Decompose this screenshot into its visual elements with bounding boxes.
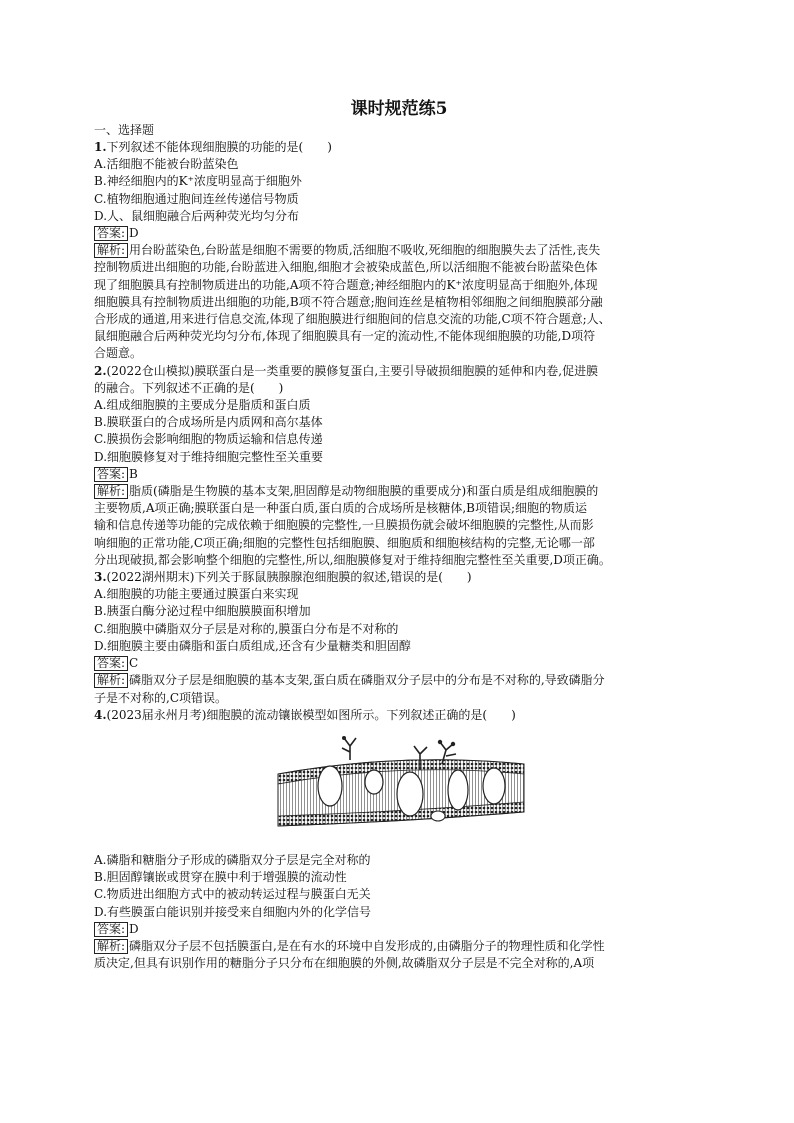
answer-value: C	[129, 656, 139, 671]
analysis-line: 分出现破损,都会影响整个细胞的完整性,所以,细胞膜修复对于维持细胞完整性至关重要,D项正确。	[94, 552, 611, 567]
option-d: D.细胞膜主要由磷脂和蛋白质组成,还含有少量糖类和胆固醇	[94, 638, 411, 653]
question-number: 4.	[94, 707, 107, 722]
analysis-label: 解析:	[94, 484, 128, 499]
option-c: C.植物细胞通过胞间连丝传递信号物质	[94, 191, 299, 206]
analysis-line: 控制物质进出细胞的功能,台盼蓝进入细胞,细胞才会被染成蓝色,所以活细胞不能被台盼蓝染色体	[94, 260, 598, 275]
question-1	[94, 139, 704, 363]
analysis-line: 合题意。	[94, 346, 143, 361]
analysis-line: 输和信息传递等功能的完成依赖于细胞膜的完整性,一旦膜损伤就会破坏细胞膜的完整性,从而影	[94, 518, 594, 533]
analysis-line: 合形成的通道,用来进行信息交流,体现了细胞膜进行细胞间的信息交流的功能,C项不符合题意;人、	[94, 312, 611, 327]
question-number: 2.	[94, 363, 107, 378]
analysis-label: 解析:	[94, 673, 128, 688]
analysis-line: 用台盼蓝染色,台盼蓝是细胞不需要的物质,活细胞不吸收,死细胞的细胞膜失去了活性,丧失	[129, 243, 601, 258]
analysis-line: 质决定,但具有识别作用的糖脂分子只分布在细胞膜的外侧,故磷脂双分子层是不完全对称的,A项	[94, 956, 595, 971]
answer-value: B	[129, 466, 138, 481]
analysis-line: 现了细胞膜具有控制物质进出的功能,A项不符合题意;神经细胞内的K⁺浓度明显高于细胞外,体现	[94, 277, 598, 292]
analysis-line: 脂质(磷脂是生物膜的基本支架,胆固醇是动物细胞膜的重要成分)和蛋白质是组成细胞膜的	[129, 484, 599, 499]
option-a: A.细胞膜的功能主要通过膜蛋白来实现	[94, 587, 299, 602]
analysis-line: 细胞膜具有控制物质进出细胞的功能,B项不符合题意;胞间连丝是植物相邻细胞之间细胞膜部分融	[94, 294, 603, 309]
analysis-line: 子是不对称的,C项错误。	[94, 690, 227, 705]
question-2	[94, 363, 704, 569]
option-c: C.膜损伤会影响细胞的物质运输和信息传递	[94, 432, 323, 447]
analysis-label: 解析:	[94, 939, 128, 954]
option-b: B.膜联蛋白的合成场所是内质网和高尔基体	[94, 415, 323, 430]
section-heading: 一、选择题	[94, 123, 155, 137]
analysis-line: 主要物质,A项正确;膜联蛋白是一种蛋白质,蛋白质的合成场所是核糖体,B项错误;细胞的物质运	[94, 501, 588, 516]
question-stem-cont: 的融合。下列叙述不正确的是( )	[94, 380, 284, 395]
question-stem: (2022仓山模拟)膜联蛋白是一类重要的膜修复蛋白,主要引导破损细胞膜的延伸和内卷,促进膜	[106, 363, 599, 378]
question-stem: 下列叙述不能体现细胞膜的功能的是( )	[106, 140, 332, 154]
question-number: 3.	[94, 570, 107, 585]
analysis-line: 鼠细胞融合后两种荧光均匀分布,体现了细胞膜具有一定的流动性,不能体现细胞膜的功能,D项符	[94, 329, 596, 344]
question-4	[94, 707, 704, 973]
answer-label: 答案:	[94, 922, 128, 937]
answer-label: 答案:	[94, 656, 128, 671]
worksheet	[94, 98, 704, 972]
analysis-line: 磷脂双分子层是细胞膜的基本支架,蛋白质在磷脂双分子层中的分布是不对称的,导致磷脂分	[129, 673, 605, 688]
option-a: A.磷脂和糖脂分子形成的磷脂双分子层是完全对称的	[94, 852, 371, 867]
option-d: D.人、鼠细胞融合后两种荧光均匀分布	[94, 208, 300, 223]
fluid-mosaic-diagram	[270, 734, 532, 846]
option-c: C.物质进出细胞方式中的被动转运过程与膜蛋白无关	[94, 887, 371, 902]
answer-value: D	[129, 226, 139, 241]
question-3	[94, 569, 704, 707]
analysis-label: 解析:	[94, 243, 128, 258]
option-b: B.胆固醇镶嵌或贯穿在膜中利于增强膜的流动性	[94, 870, 347, 885]
option-d: D.细胞膜修复对于维持细胞完整性至关重要	[94, 449, 324, 464]
option-b: B.神经细胞内的K⁺浓度明显高于细胞外	[94, 174, 302, 189]
question-number: 1.	[94, 140, 107, 154]
analysis-line: 响细胞的正常功能,C项正确;细胞的完整性包括细胞膜、细胞质和细胞核结构的完整,无论哪一部	[94, 535, 595, 550]
option-b: B.胰蛋白酶分泌过程中细胞膜膜面积增加	[94, 604, 311, 619]
analysis-line: 磷脂双分子层不包括膜蛋白,是在有水的环境中自发形成的,由磷脂分子的物理性质和化学性	[129, 938, 605, 953]
question-stem: (2022湖州期末)下列关于豚鼠胰腺腺泡细胞膜的叙述,错误的是( )	[106, 570, 472, 585]
answer-value: D	[129, 921, 139, 936]
option-d: D.有些膜蛋白能识别并接受来自细胞内外的化学信号	[94, 904, 372, 919]
option-a: A.活细胞不能被台盼蓝染色	[94, 157, 239, 172]
option-a: A.组成细胞膜的主要成分是脂质和蛋白质	[94, 398, 311, 413]
question-stem: (2023届永州月考)细胞膜的流动镶嵌模型如图所示。下列叙述正确的是( )	[106, 707, 516, 722]
answer-label: 答案:	[94, 226, 128, 241]
answer-label: 答案:	[94, 467, 128, 482]
option-c: C.细胞膜中磷脂双分子层是对称的,膜蛋白分布是不对称的	[94, 621, 399, 636]
membrane-figure	[94, 728, 704, 848]
page-title: 课时规范练5	[350, 99, 448, 119]
